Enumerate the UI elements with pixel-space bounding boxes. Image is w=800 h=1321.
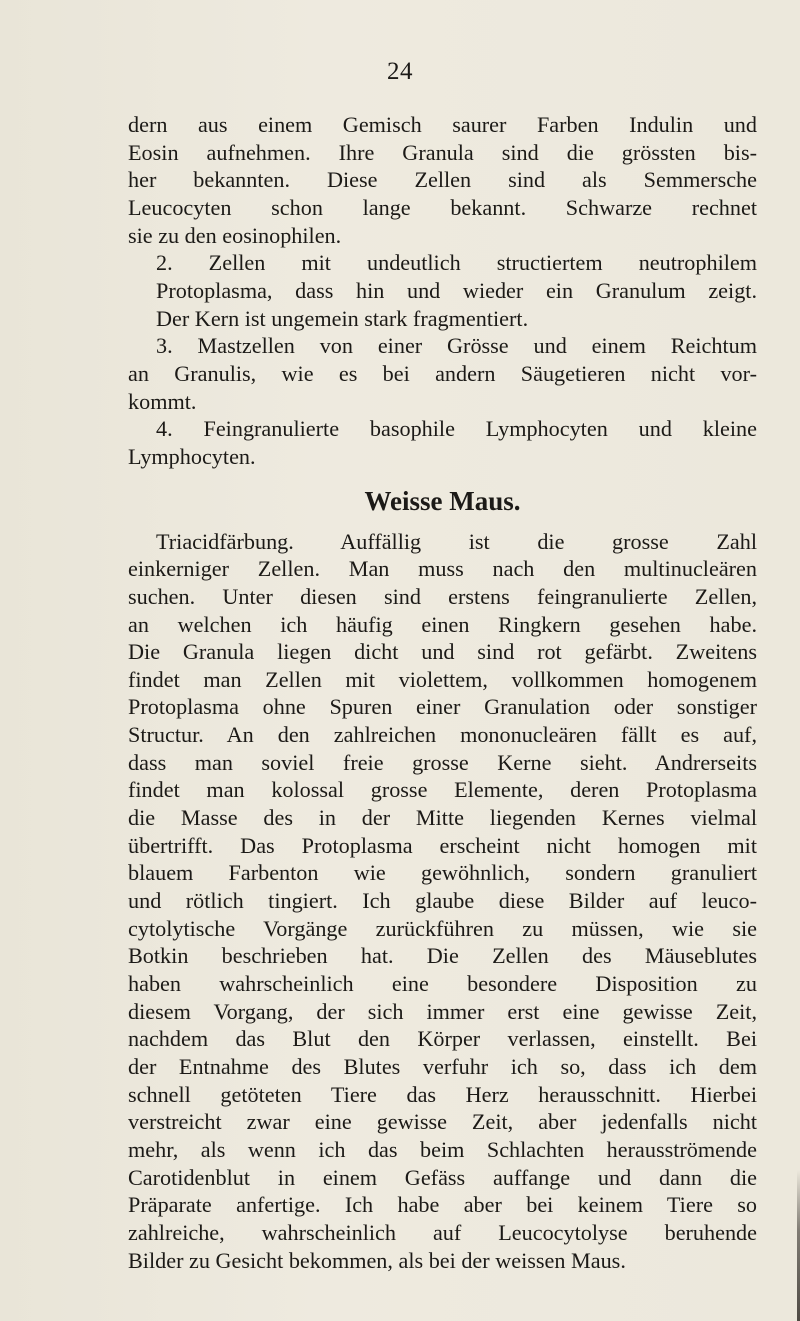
text-line: an Granulis, wie es bei andern Säugetieren nicht vor-: [128, 360, 757, 386]
text-line: dass man soviel freie grosse Kerne sieht. Andrerseits: [128, 749, 757, 775]
text-line: haben wahrscheinlich eine besondere Disposition zu: [128, 971, 757, 997]
text-line: Protoplasma, dass hin und wieder ein Granulum zeigt.: [156, 277, 757, 303]
text-line: Präparate anfertige. Ich habe aber bei keinem Tiere so: [128, 1192, 757, 1218]
text-line: Protoplasma ohne Spuren einer Granulation oder sonstiger: [128, 694, 757, 720]
text-line: Structur. An den zahlreichen mononucleären fällt es auf,: [128, 722, 757, 748]
paragraph-5: [128, 528, 757, 1275]
text-line: kommt.: [128, 388, 197, 414]
text-line: 3. Mastzellen von einer Grösse und einem Reichtum: [156, 333, 757, 359]
paragraph-4: [128, 415, 757, 470]
text-line: Eosin aufnehmen. Ihre Granula sind die grössten bis-: [128, 139, 757, 165]
text-line: findet man Zellen mit violettem, vollkommen homogenem: [128, 666, 757, 692]
text-line: Carotidenblut in einem Gefäss auffange und dann die: [128, 1164, 757, 1190]
paragraph-2: [128, 249, 757, 332]
paragraph-3: [128, 332, 757, 415]
text-line: Die Granula liegen dicht und sind rot gefärbt. Zweitens: [128, 639, 757, 665]
text-line: an welchen ich häufig einen Ringkern gesehen habe.: [128, 611, 757, 637]
text-line: der Entnahme des Blutes verfuhr ich so, dass ich dem: [128, 1054, 757, 1079]
section-heading: Weisse Maus.: [364, 485, 521, 516]
text-line: 4. Feingranulierte basophile Lymphocyten und kleine: [156, 416, 757, 442]
text-line: sie zu den eosinophilen.: [128, 222, 342, 248]
text-line: und rötlich tingiert. Ich glaube diese Bilder auf leuco-: [128, 888, 757, 914]
text-line: einkerniger Zellen. Man muss nach den multinucleären: [128, 556, 757, 582]
text-line: blauem Farbenton wie gewöhnlich, sondern granuliert: [128, 860, 757, 886]
text-line: dern aus einem Gemisch saurer Farben Indulin und: [128, 112, 757, 137]
text-line: schnell getöteten Tiere das Herz herausschnitt. Hierbei: [128, 1081, 757, 1107]
text-line: Botkin beschrieben hat. Die Zellen des Mäuseblutes: [128, 943, 757, 969]
text-line: Lymphocyten.: [128, 443, 256, 469]
text-line: mehr, als wenn ich das beim Schlachten herausströmende: [128, 1136, 757, 1162]
text-line: diesem Vorgang, der sich immer erst eine gewisse Zeit,: [128, 998, 757, 1024]
text-line: her bekannten. Diese Zellen sind als Semmersche: [128, 167, 757, 193]
text-line: nachdem das Blut den Körper verlassen, einstellt. Bei: [128, 1026, 757, 1052]
text-line: findet man kolossal grosse Elemente, deren Protoplasma: [128, 777, 757, 803]
page-number: 24: [387, 58, 413, 85]
paragraph-1: [128, 111, 757, 249]
text-line: die Masse des in der Mitte liegenden Kernes vielmal: [128, 805, 757, 831]
text-line: übertrifft. Das Protoplasma erscheint nicht homogen mit: [128, 832, 757, 858]
text-line: zahlreiche, wahrscheinlich auf Leucocytolyse beruhende: [128, 1219, 757, 1245]
text-line: Triacidfärbung. Auffällig ist die grosse Zahl: [156, 528, 757, 554]
text-line: 2. Zellen mit undeutlich structiertem neutrophilem: [156, 250, 757, 276]
text-line: Bilder zu Gesicht bekommen, als bei der weissen Maus.: [128, 1247, 626, 1273]
text-line: suchen. Unter diesen sind erstens feingranulierte Zellen,: [128, 583, 757, 609]
text-line: cytolytische Vorgänge zurückführen zu müssen, wie sie: [128, 915, 757, 941]
page-body: [128, 111, 757, 1274]
text-line: verstreicht zwar eine gewisse Zeit, aber jedenfalls nicht: [128, 1109, 757, 1135]
text-line: Der Kern ist ungemein stark fragmentiert.: [156, 305, 529, 331]
text-line: Leucocyten schon lange bekannt. Schwarze rechnet: [128, 194, 757, 220]
